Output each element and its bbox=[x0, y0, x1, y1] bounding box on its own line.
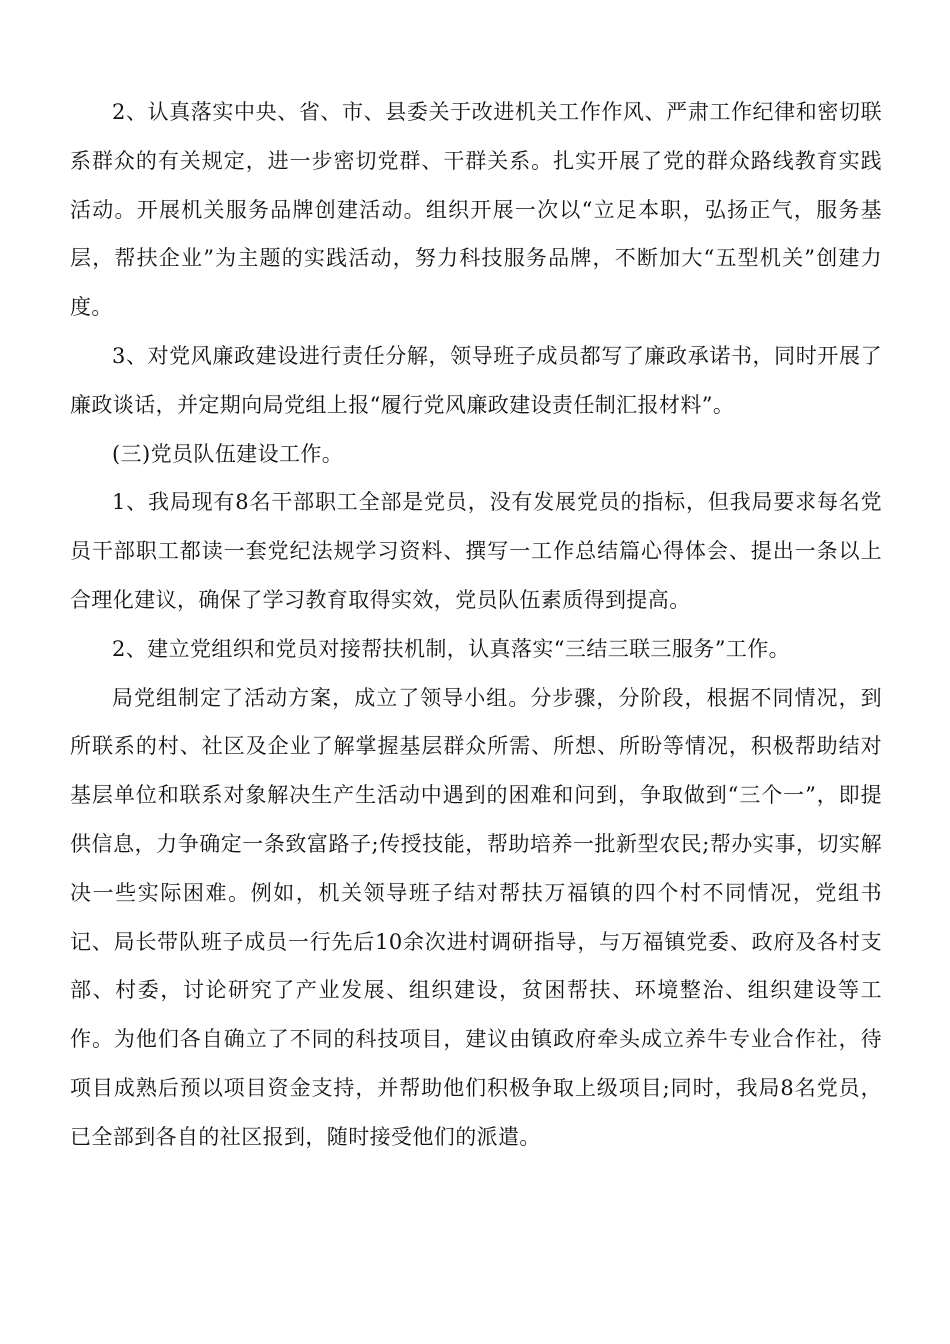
paragraph-item-2-mechanism: 2、建立党组织和党员对接帮扶机制，认真落实“三结三联三服务”工作。 bbox=[112, 636, 791, 661]
section-heading-party-members: (三)党员队伍建设工作。 bbox=[112, 441, 344, 466]
paragraph-activity-plan: 局党组制定了活动方案，成立了领导小组。分步骤，分阶段，根据不同情况，到所联系的村、社区及企业了解掌握基层群众所需、所想、所盼等情况，积极帮助结对基层单位和联系对象解决生产生活动中遇到的困难和问到，争取做到“三个一”，即提供信息，力争确定一条致富路子;传授技能，帮助培养一批新型农民;帮办实事，切实解决一些实际困难。例如，机关领导班子结对帮扶万福镇的四个村不同情况，党组书记、局长带队班子成员一行先后10余次进村调研指导，与万福镇党委、政府及各村支部、村委，讨论研究了产业发展、组织建设，贫困帮扶、环境整治、组织建设等工作。为他们各自确立了不同的科技项目，建议由镇政府牵头成立养牛专业合作社，待项目成熟后预以项目资金支持，并帮助他们积极争取上级项目;同时，我局8名党员，已全部到各自的社区报到，随时接受他们的派遣。 bbox=[70, 685, 882, 1149]
paragraph-item-3: 3、对党风廉政建设进行责任分解，领导班子成员都写了廉政承诺书，同时开展了廉政谈话，并定期向局党组上报“履行党风廉政建设责任制汇报材料”。 bbox=[70, 343, 882, 417]
paragraph-item-2: 2、认真落实中央、省、市、县委关于改进机关工作作风、严肃工作纪律和密切联系群众的有关规定，进一步密切党群、干群关系。扎实开展了党的群众路线教育实践活动。开展机关服务品牌创建活动。组织开展一次以“立足本职，弘扬正气，服务基层，帮扶企业”为主题的实践活动，努力科技服务品牌，不断加大“五型机关”创建力度。 bbox=[70, 100, 882, 320]
document-body bbox=[70, 88, 882, 1162]
paragraph-item-1: 1、我局现有8名干部职工全部是党员，没有发展党员的指标，但我局要求每名党员干部职工都读一套党纪法规学习资料、撰写一工作总结篇心得体会、提出一条以上合理化建议，确保了学习教育取得实效，党员队伍素质得到提高。 bbox=[70, 490, 882, 612]
